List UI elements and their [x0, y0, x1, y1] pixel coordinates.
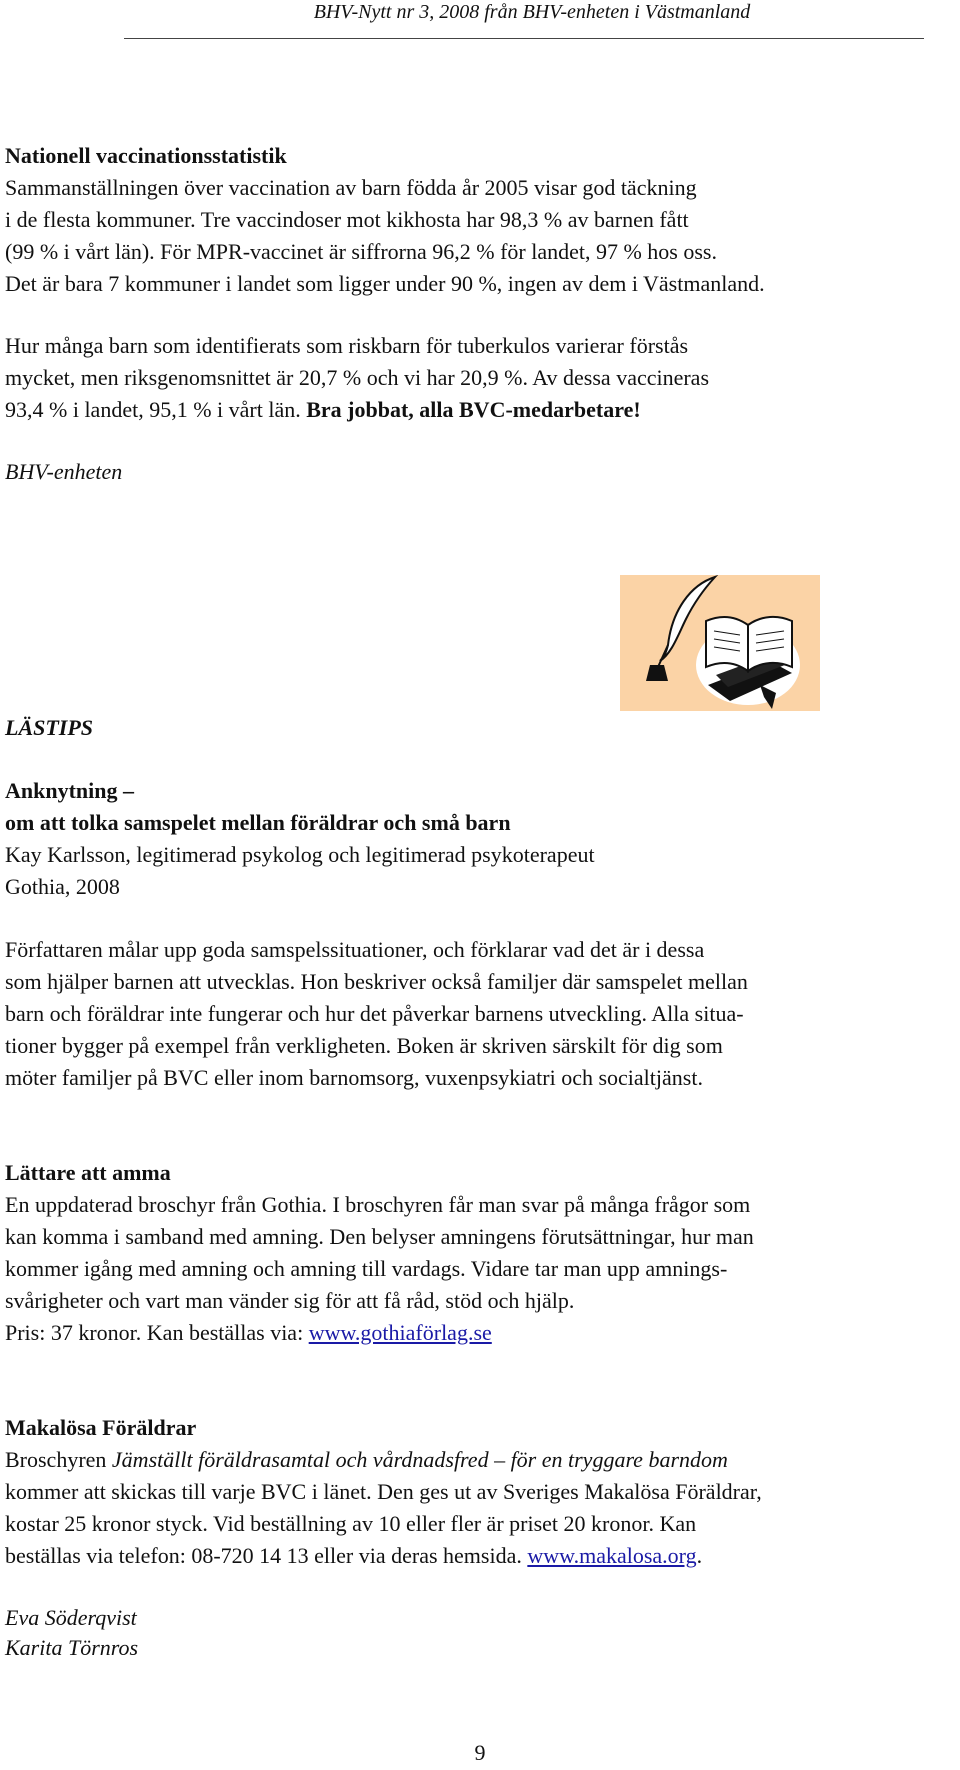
amma-line: kommer igång med amning och amning till vardags. Vidare tar man upp amnings-	[5, 1256, 728, 1281]
book-desc-line: som hjälper barnen att utvecklas. Hon beskriver också familjer där samspelet mellan	[5, 969, 748, 994]
amma-line: En uppdaterad broschyr från Gothia. I broschyren får man svar på många frågor som	[5, 1192, 751, 1217]
tuberkulos-last-line	[5, 394, 641, 426]
makalosa-first-line	[5, 1444, 728, 1476]
book-publisher: Gothia, 2008	[5, 874, 120, 899]
amma-heading: Lättare att amma	[5, 1160, 171, 1185]
book-author: Kay Karlsson, legitimerad psykolog och legitimerad psykoterapeut	[5, 842, 595, 867]
makalosa-prefix: Broschyren	[5, 1447, 112, 1472]
makalosa-heading: Makalösa Föräldrar	[5, 1415, 197, 1440]
book-desc-line: tioner bygger på exempel från verkligheten. Boken är skriven särskilt för dig som	[5, 1033, 723, 1058]
makalosa-line: kostar 25 kronor styck. Vid beställning av 10 eller fler är priset 20 kronor. Kan	[5, 1511, 697, 1536]
amma-price-text: Pris: 37 kronor. Kan beställas via:	[5, 1320, 309, 1345]
makalosa-line: kommer att skickas till varje BVC i länet. Den ges ut av Sveriges Makalösa Föräldrar,	[5, 1479, 762, 1504]
book-desc-line: Författaren målar upp goda samspelssituationer, och förklarar vad det är i dessa	[5, 937, 705, 962]
amma-line: svårigheter och vart man vänder sig för att få råd, stöd och hjälp.	[5, 1288, 575, 1313]
lastips-heading: LÄSTIPS	[5, 715, 94, 740]
makalosa-last-line	[5, 1540, 702, 1572]
makalosa-suffix: .	[696, 1543, 703, 1568]
brochure-title: Jämställt föräldrasamtal och vårdnadsfred – för en tryggare barndom	[111, 1447, 728, 1472]
tuberkulos-line: mycket, men riksgenomsnittet är 20,7 % och vi har 20,9 %. Av dessa vaccineras	[5, 365, 710, 390]
signature: BHV-enheten	[5, 459, 123, 484]
header-rule	[124, 38, 924, 39]
tuberkulos-line: Hur många barn som identifierats som riskbarn för tuberkulos varierar förstås	[5, 333, 689, 358]
book-desc-line: barn och föräldrar inte fungerar och hur det påverkar barnens utveckling. Alla situa-	[5, 1001, 744, 1026]
author-name: Eva Söderqvist	[5, 1605, 137, 1630]
vaccination-line: Det är bara 7 kommuner i landet som ligger under 90 %, ingen av dem i Västmanland.	[5, 271, 765, 296]
tuberkulos-last-text: 93,4 % i landet, 95,1 % i vårt län.	[5, 397, 307, 422]
amma-line: kan komma i samband med amning. Den belyser amningens förutsättningar, hur man	[5, 1224, 754, 1249]
book-and-quill-clipart	[620, 575, 820, 711]
author-name: Karita Törnros	[5, 1635, 139, 1660]
book-clipart-svg	[620, 575, 820, 711]
book-desc-line: möter familjer på BVC eller inom barnomsorg, vuxenpsykiatri och socialtjänst.	[5, 1065, 703, 1090]
book-title-line-1: Anknytning –	[5, 778, 135, 803]
makalosa-contact-text: beställas via telefon: 08-720 14 13 eller via deras hemsida.	[5, 1543, 528, 1568]
vaccination-line: i de flesta kommuner. Tre vaccindoser mot kikhosta har 98,3 % av barnen fått	[5, 207, 689, 232]
page-number: 9	[474, 1740, 486, 1765]
praise-text: Bra jobbat, alla BVC-medarbetare!	[306, 397, 641, 422]
page-header: BHV-Nytt nr 3, 2008 från BHV-enheten i Västmanland	[313, 1, 751, 23]
vaccination-line: Sammanställningen över vaccination av barn födda år 2005 visar god täckning	[5, 175, 697, 200]
book-title-line-2: om att tolka samspelet mellan föräldrar och små barn	[5, 810, 511, 835]
open-book-icon	[706, 617, 748, 671]
amma-price-line	[5, 1317, 492, 1349]
makalosa-link[interactable]: www.makalosa.org	[527, 1543, 697, 1568]
vaccination-line: (99 % i vårt län). För MPR-vaccinet är siffrorna 96,2 % för landet, 97 % hos oss.	[5, 239, 717, 264]
gothia-link[interactable]: www.gothiaförlag.se	[308, 1320, 492, 1345]
vaccination-heading: Nationell vaccinationsstatistik	[5, 143, 287, 168]
